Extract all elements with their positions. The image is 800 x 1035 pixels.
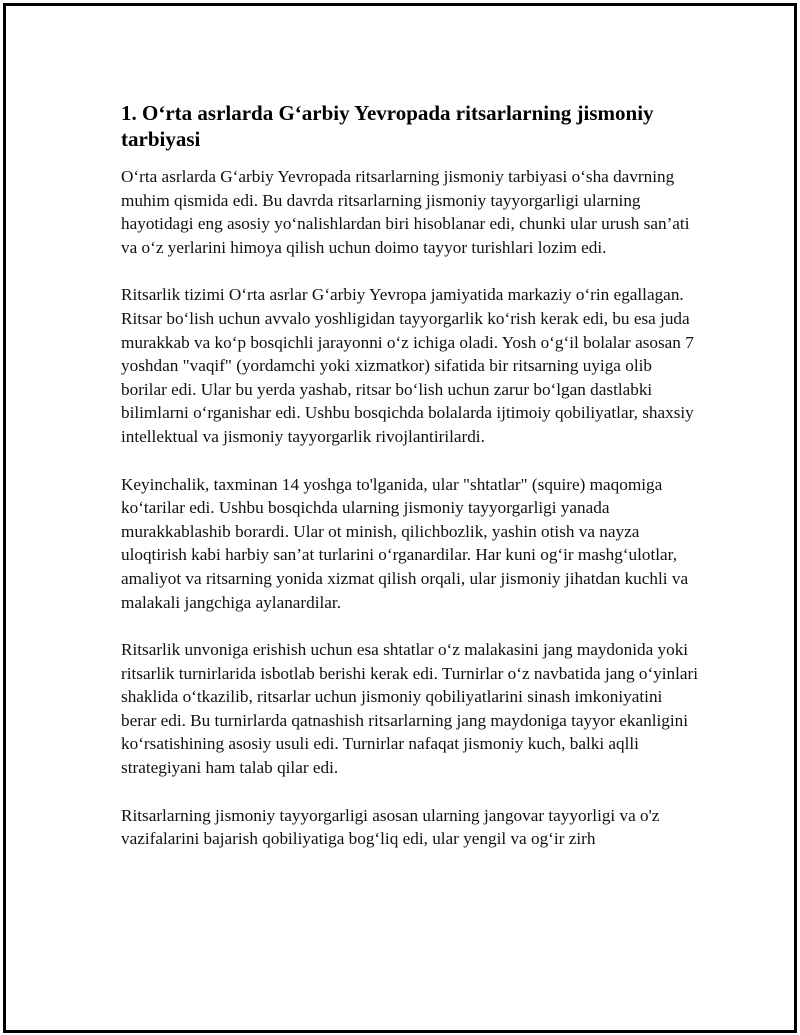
document-body [121, 100, 701, 875]
section-heading: 1. O‘rta asrlarda G‘arbiy Yevropada ritsarlarning jismoniy tarbiyasi [121, 101, 654, 151]
paragraph: Ritsarlik unvoniga erishish uchun esa shtatlar o‘z malakasini jang maydonida yoki ritsarlik turnirlarida isbotlab berishi kerak edi. Turnirlar o‘z navbatida jang o‘yinlari shaklida o‘tkazilib, ritsarlar uchun jismoniy qobiliyatlarini sinash imkoniyatini berar edi. Bu turnirlarda qatnashish ritsarlarning jang maydoniga tayyor ekanligini ko‘rsatishining asosiy usuli edi. Turnirlar nafaqat jismoniy kuch, balki aqlli strategiyani ham talab qilar edi. [121, 640, 699, 778]
paragraph: Keyinchalik, taxminan 14 yoshga to'lganida, ular "shtatlar" (squire) maqomiga ko‘tarilar edi. Ushbu bosqichda ularning jismoniy tayyorgarligi yanada murakkablashib borardi. Ular ot minish, qilichbozlik, yashin otish va nayza uloqtirish kabi harbiy san’at turlarini o‘rganardilar. Har kuni og‘ir mashg‘ulotlar, amaliyot va ritsarning yonida xizmat qilish orqali, ular jismoniy jihatdan kuchli va malakali jangchiga aylanardilar. [121, 474, 689, 612]
paragraph: Ritsarlarning jismoniy tayyorgarligi asosan ularning jangovar tayyorligi va o'z vazifalarini bajarish qobiliyatiga bog‘liq edi, ular yengil va og‘ir zirh [121, 805, 660, 849]
paragraph: O‘rta asrlarda G‘arbiy Yevropada ritsarlarning jismoniy tarbiyasi o‘sha davrning muhim qismida edi. Bu davrda ritsarlarning jismoniy tayyorgarligi ularning hayotidagi eng asosiy yo‘nalishlardan biri hisoblanar edi, chunki ular urush san’ati va o‘z yerlarini himoya qilish uchun doimo tayyor turishlari lozim edi. [121, 167, 690, 257]
paragraph: Ritsarlik tizimi O‘rta asrlar G‘arbiy Yevropa jamiyatida markaziy o‘rin egallagan. Ritsar bo‘lish uchun avvalo yoshligidan tayyorgarlik ko‘rish kerak edi, bu esa juda murakkab va ko‘p bosqichli jarayonni o‘z ichiga oladi. Yosh o‘g‘il bolalar asosan 7 yoshdan "vaqif" (yordamchi yoki xizmatkor) sifatida bir ritsarning uyiga olib borilar edi. Ular bu yerda yashab, ritsar bo‘lish uchun zarur bo‘lgan dastlabki bilimlarni o‘rganishar edi. Ushbu bosqichda bolalarda ijtimoiy qobiliyatlar, shaxsiy intellektual va jismoniy tayyorgarlik rivojlantirilardi. [121, 285, 694, 446]
page-frame [3, 3, 797, 1033]
